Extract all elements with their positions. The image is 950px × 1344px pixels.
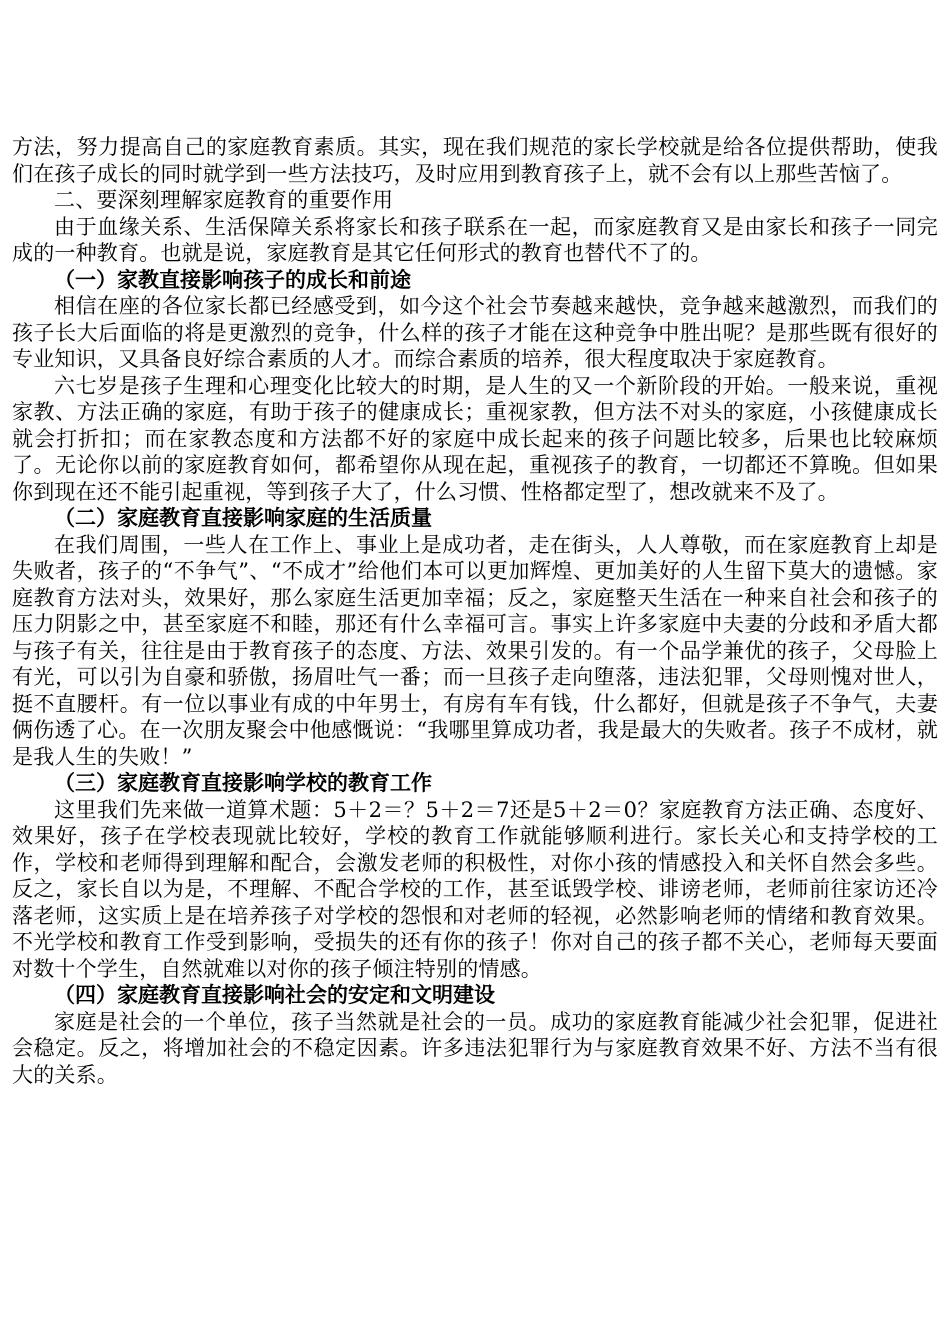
paragraph: 在我们周围，一些人在工作上、事业上是成功者，走在街头，人人尊敬，而在家庭教育上却是失败者，孩子的“不争气”、“不成才”给他们本可以更加辉煌、更加美好的人生留下莫大的遗憾。家庭教育方法对头，效果好，那么家庭生活更加幸福；反之，家庭整天生活在一种来自社会和孩子的压力阴影之中，甚至家庭不和睦，那还有什么幸福可言。事实上许多家庭中夫妻的分歧和矛盾大都与孩子有关，往往是由于教育孩子的态度、方法、效果引发的。有一个品学兼优的孩子，父母脸上有光，可以引为自豪和骄傲，扬眉吐气一番；而一旦孩子走向堕落，违法犯罪，父母则愧对世人，挺不直腰杆。有一位以事业有成的中年男士，有房有车有钱，什么都好，但就是孩子不争气，夫妻俩伤透了心。在一次朋友聚会中他感慨说：“我哪里算成功者，我是最大的失败者。孩子不成材，就是我人生的失败！” [12, 532, 938, 769]
paragraph: 六七岁是孩子生理和心理变化比较大的时期，是人生的又一个新阶段的开始。一般来说，重视家教、方法正确的家庭，有助于孩子的健康成长；重视家教，但方法不对头的家庭，小孩健康成长就会打折扣；而在家教态度和方法都不好的家庭中成长起来的孩子问题比较多，后果也比较麻烦了。无论你以前的家庭教育如何，都希望你从现在起，重视孩子的教育，一切都还不算晚。但如果你到现在还不能引起重视，等到孩子大了，什么习惯、性格都定型了，想改就来不及了。 [12, 373, 938, 504]
subheading-two: （二）家庭教育直接影响家庭的生活质量 [54, 506, 432, 530]
paragraph: 这里我们先来做一道算术题：5＋2＝？5＋2＝7还是5＋2＝0？家庭教育方法正确、态度好、效果好，孩子在学校表现就比较好，学校的教育工作就能够顺利进行。家长关心和支持学校的工作，学校和老师得到理解和配合，会激发老师的积极性，对你小孩的情感投入和关怀自然会多些。反之，家长自以为是，不理解、不配合学校的工作，甚至诋毁学校、诽谤老师，老师前往家访还冷落老师，这实质上是在培养孩子对学校的怨恨和对老师的轻视，必然影响老师的情绪和教育效果。不光学校和教育工作受到影响，受损失的还有你的孩子！你对自己的孩子都不关心，老师每天要面对数十个学生，自然就难以对你的孩子倾注特别的情感。 [12, 797, 938, 981]
paragraph: 家庭是社会的一个单位，孩子当然就是社会的一员。成功的家庭教育能减少社会犯罪，促进社会稳定。反之，将增加社会的不稳定因素。许多违法犯罪行为与家庭教育效果不好、方法不当有很大的关系。 [12, 1009, 938, 1087]
section-title-two: 二、要深刻理解家庭教育的重要作用 [54, 188, 394, 212]
subheading-one: （一）家教直接影响孩子的成长和前途 [54, 267, 411, 292]
subheading-three: （三）家庭教育直接影响学校的教育工作 [54, 771, 432, 795]
paragraph: 由于血缘关系、生活保障关系将家长和孩子联系在一起，而家庭教育又是由家长和孩子一同完成的一种教育。也就是说，家庭教育是其它任何形式的教育也替代不了的。 [12, 214, 938, 265]
subheading-four: （四）家庭教育直接影响社会的安定和文明建设 [54, 983, 495, 1007]
paragraph: 相信在座的各位家长都已经感受到，如今这个社会节奏越来越快，竞争越来越激烈，而我们的孩子长大后面临的将是更激烈的竞争，什么样的孩子才能在这种竞争中胜出呢？是那些既有很好的专业知识，又具备良好综合素质的人才。而综合素质的培养，很大程度取决于家庭教育。 [12, 294, 938, 371]
document-page [12, 134, 938, 1088]
paragraph-continuation: 方法，努力提高自己的家庭教育素质。其实，现在我们规范的家长学校就是给各位提供帮助，使我们在孩子成长的同时就学到一些方法技巧，及时应用到教育孩子上，就不会有以上那些苦恼了。 [12, 135, 938, 186]
